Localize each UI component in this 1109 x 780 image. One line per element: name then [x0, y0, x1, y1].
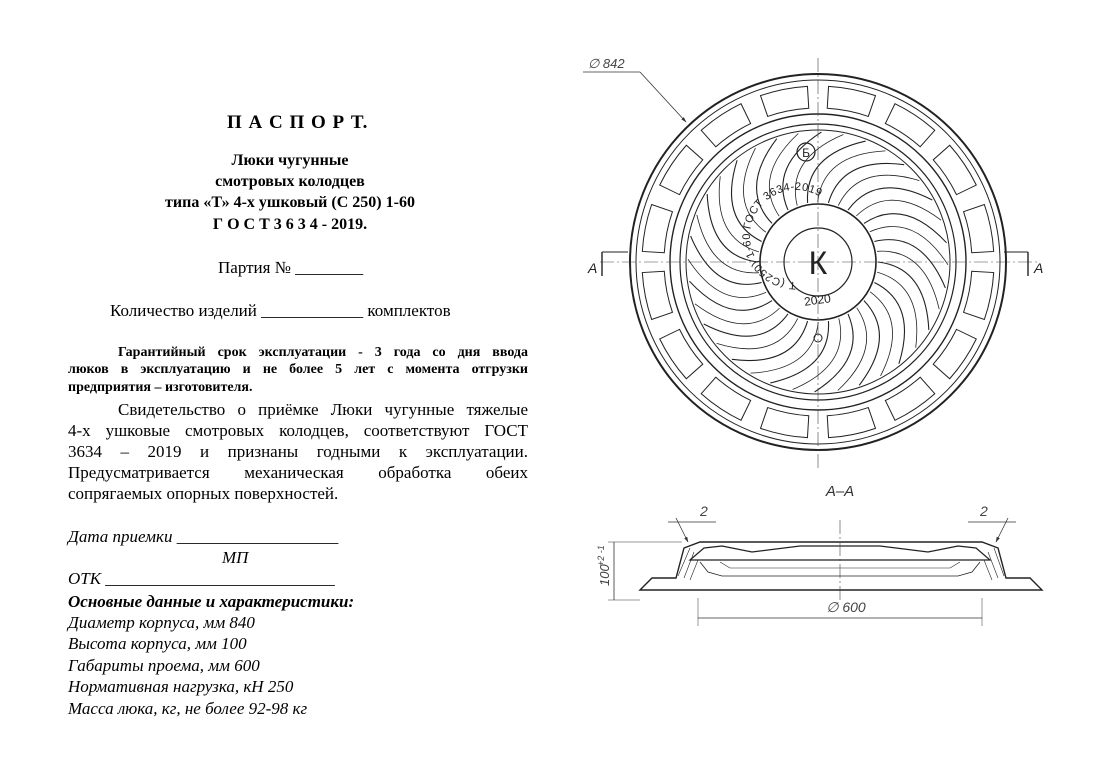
- height-tolerance-label: +2 -1: [596, 545, 606, 566]
- document-title: П А С П О Р Т.: [227, 112, 369, 133]
- frame-slot: [761, 86, 809, 116]
- spec-opening: Габариты проема, мм 600: [68, 656, 260, 675]
- swirl-rib-edge: [856, 200, 941, 220]
- logo-letter: Б: [802, 146, 810, 160]
- certificate-text: Свидетельство о приёмке Люки чугунные тяжелые: [118, 400, 528, 419]
- manhole-cover-drawing: [560, 40, 1080, 640]
- section-view: [640, 542, 1042, 590]
- product-name-line: Люки чугунные: [231, 152, 349, 169]
- certificate-text: сопрягаемых опорных поверхностей.: [68, 484, 339, 503]
- swirl-rib: [874, 240, 945, 288]
- warranty-text: предприятия – изготовителя.: [68, 380, 253, 395]
- warranty-text: люков в эксплуатацию и не более 5 лет с момента отгрузки: [68, 362, 528, 377]
- certificate-text: 4-х ушковые смотровых колодцев, соответствуют ГОСТ: [68, 421, 528, 440]
- outer-diameter-label: ∅ 842: [588, 56, 625, 71]
- frame-slot: [761, 408, 809, 438]
- gap-left-label: 2: [700, 503, 708, 519]
- cover-year: 2020: [803, 291, 832, 309]
- swirl-rib-edge: [870, 292, 892, 376]
- certificate-text: 3634 – 2019 и признаны годными к эксплуатации.: [68, 442, 528, 461]
- batch-number-field: Партия № ________: [218, 258, 364, 277]
- swirl-rib: [732, 321, 808, 360]
- swirl-rib: [859, 301, 879, 386]
- product-type-line: типа «Т» 4-х ушковый (С 250) 1-60: [165, 194, 415, 211]
- warranty-text: Гарантийный срок эксплуатации - 3 года со дня ввода: [118, 345, 528, 360]
- cover-letter-k: К: [808, 245, 828, 281]
- product-name-line: смотровых колодцев: [215, 173, 365, 190]
- frame-slot: [827, 408, 875, 438]
- frame-slot: [642, 205, 672, 253]
- frame-slot: [827, 86, 875, 116]
- opening-dim-label: ∅ 600: [826, 599, 866, 615]
- acceptance-date-field: Дата приемки ___________________: [68, 527, 339, 546]
- swirl-rib-edge: [695, 304, 780, 324]
- section-marker-left: A: [588, 260, 598, 276]
- spec-height: Высота корпуса, мм 100: [68, 634, 247, 653]
- section-title: А–А: [825, 483, 855, 500]
- swirl-rib-edge: [793, 318, 841, 389]
- swirl-rib-edge: [838, 308, 867, 391]
- otk-field: ОТК ___________________________: [68, 569, 335, 588]
- swirl-rib: [828, 163, 904, 202]
- swirl-rib-edge: [769, 134, 798, 217]
- frame-slot: [964, 271, 994, 319]
- specs-heading: Основные данные и характеристики:: [68, 592, 355, 611]
- stamp-label: МП: [222, 548, 249, 567]
- section-marker-right: A: [1034, 260, 1044, 276]
- swirl-rib: [874, 283, 904, 364]
- cover-ring-inscription: Т (С250) 1-60 ГОСТ 3634-2019: [740, 180, 825, 292]
- gap-right-label: 2: [980, 503, 988, 519]
- swirl-rib-edge: [877, 272, 917, 348]
- quantity-field: Количество изделий ____________ комплектов: [110, 301, 451, 320]
- frame-slot: [642, 271, 672, 319]
- standard-line: Г О С Т 3 6 3 4 - 2019.: [212, 216, 368, 233]
- height-dim-label: 100: [597, 564, 612, 586]
- certificate-text: Предусматривается механическая обработка обеих: [68, 463, 528, 482]
- spec-mass: Масса люка, кг, не более 92-98 кг: [68, 699, 308, 718]
- frame-slot: [964, 205, 994, 253]
- spec-diameter: Диаметр корпуса, мм 840: [68, 613, 255, 632]
- spec-load: Нормативная нагрузка, кН 250: [68, 677, 294, 696]
